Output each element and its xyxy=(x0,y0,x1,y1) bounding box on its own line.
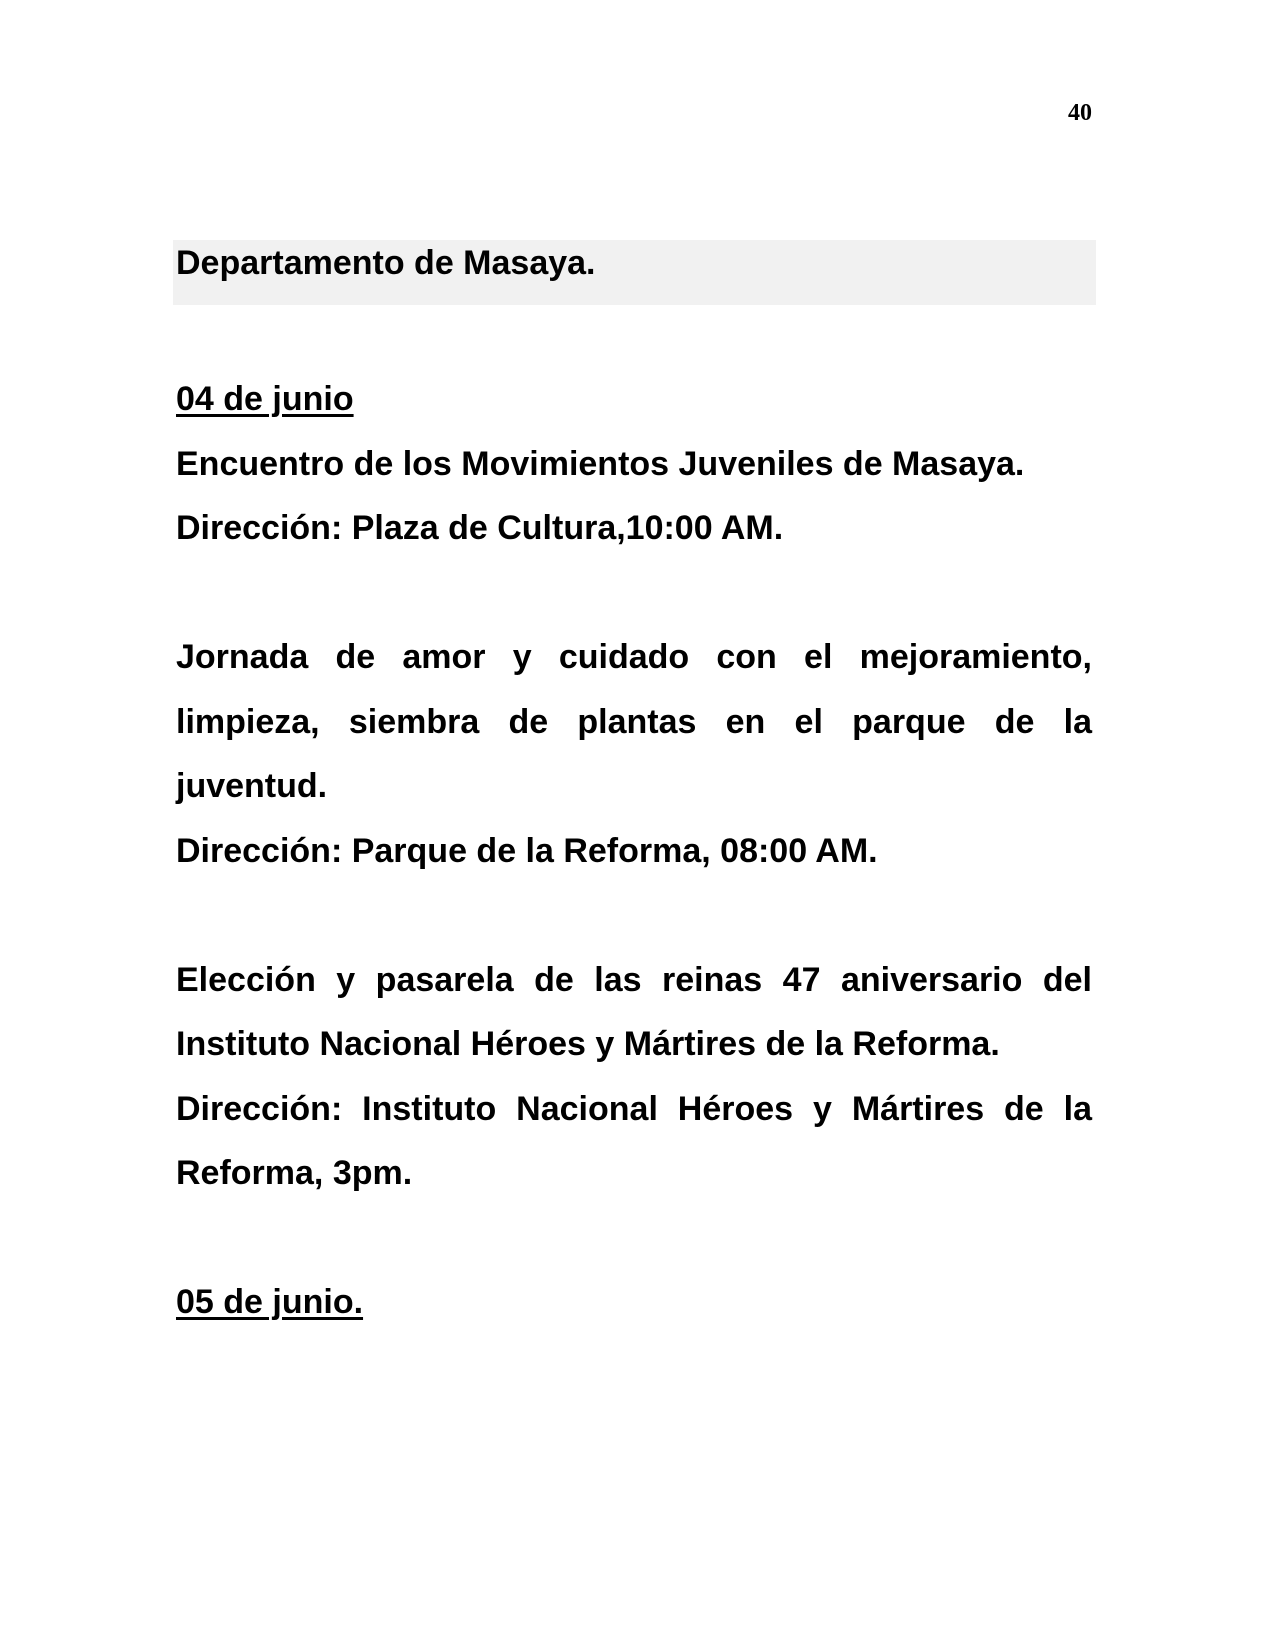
event-title: Jornada de amor y cuidado con el mejoramiento, limpieza, siembra de plantas en el parque de la juventud. xyxy=(176,638,1092,805)
document-body xyxy=(176,240,1092,1335)
event-address: Dirección: Parque de la Reforma, 08:00 AM. xyxy=(176,831,878,870)
date-heading-05-junio: 05 de junio. xyxy=(176,1283,364,1321)
event-address: Dirección: Instituto Nacional Héroes y Mártires de la Reforma, 3pm. xyxy=(176,1089,1092,1192)
department-heading: Departamento de Masaya. xyxy=(173,240,1096,305)
event-title: Encuentro de los Movimientos Juveniles de Masaya. xyxy=(176,444,1025,483)
event-title: Elección y pasarela de las reinas 47 aniversario del Instituto Nacional Héroes y Mártires de la Reforma. xyxy=(176,960,1092,1063)
date-heading-04-junio: 04 de junio xyxy=(176,380,354,418)
page-number: 40 xyxy=(1068,100,1092,126)
event-address: Dirección: Plaza de Cultura,10:00 AM. xyxy=(176,509,784,547)
